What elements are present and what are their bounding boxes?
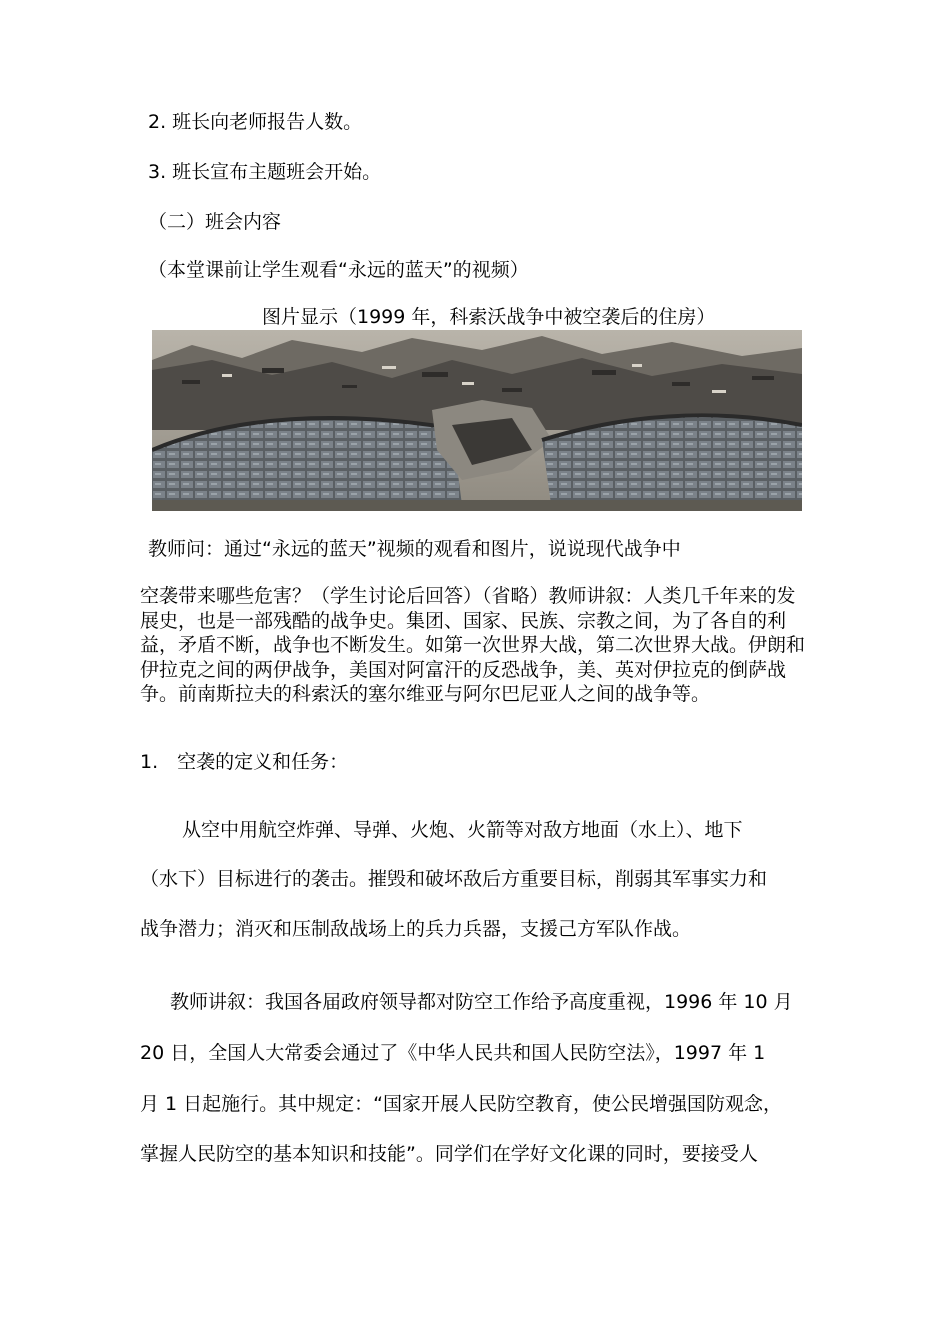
section1-line: （水下）目标进行的袭击。摧毁和破坏敌后方重要目标，削弱其军事实力和 bbox=[140, 868, 768, 890]
teacher-line: 掌握人民防空的基本知识和技能”。同学们在学好文化课的同时，要接受人 bbox=[140, 1143, 758, 1165]
teacher-line: 教师讲叙：我国各届政府领导都对防空工作给予高度重视，1996 年 10 月 bbox=[170, 991, 793, 1013]
photo-caption: 图片显示（1999 年，科索沃战争中被空袭后的住房） bbox=[262, 306, 716, 328]
teacher-line: 月 1 日起施行。其中规定：“国家开展人民防空教育，使公民增强国防观念， bbox=[140, 1093, 783, 1115]
section-heading-content: （二）班会内容 bbox=[148, 211, 282, 233]
section1-line: 从空中用航空炸弹、导弹、火炮、火箭等对敌方地面（水上）、地下 bbox=[182, 819, 743, 841]
list-item-meeting-start: 3. 班长宣布主题班会开始。 bbox=[148, 161, 382, 183]
section1-line: 战争潜力；消灭和压制敌战场上的兵力兵器，支援己方军队作战。 bbox=[140, 918, 692, 940]
ruined-house-photo bbox=[152, 330, 802, 511]
note-video: （本堂课前让学生观看“永远的蓝天”的视频） bbox=[148, 259, 529, 281]
teacher-narration-paragraph: 空袭带来哪些危害？（学生讨论后回答）（省略）教师讲叙：人类几千年来的发展史，也是一部残酷的战争史。集团、国家、民族、宗教之间，为了各自的利益，矛盾不断，战争也不断发生。如第一次世界大战，第二次世界大战。伊朗和伊拉克之间的两伊战争，美国对阿富汗的反恐战争，美、英对伊拉克的倒萨战争。前南斯拉夫的科索沃的塞尔维亚与阿尔巴尼亚人之间的战争等。 bbox=[140, 585, 806, 705]
teacher-question: 教师问：通过“永远的蓝天”视频的观看和图片，说说现代战争中 bbox=[148, 538, 681, 560]
section1-heading: 1. 空袭的定义和任务： bbox=[140, 751, 349, 773]
teacher-line: 20 日，全国人大常委会通过了《中华人民共和国人民防空法》，1997 年 1 bbox=[140, 1042, 766, 1064]
list-item-report-count: 2. 班长向老师报告人数。 bbox=[148, 111, 363, 133]
